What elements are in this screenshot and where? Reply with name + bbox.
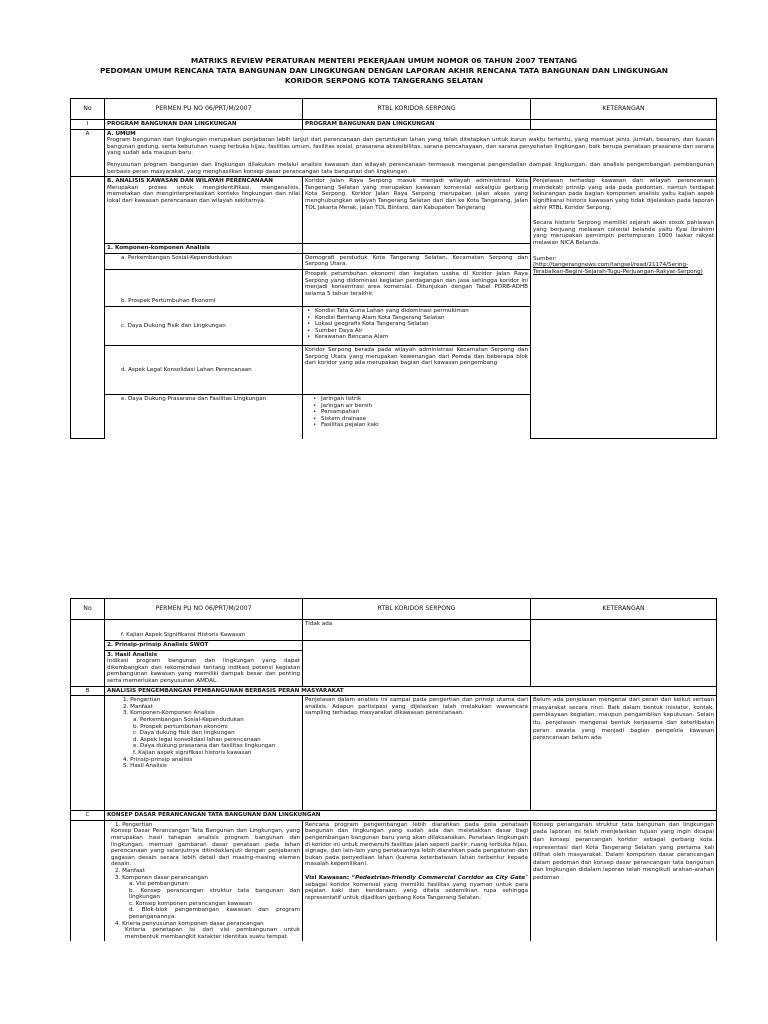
visi-rest: ” sebagai koridor komersial yang memiliki fasilitas yang nyaman untuk para pejalan kaki dan kendaraan, yang ditata sedemikian rupa sehingga representatif untuk dijadikan gerbang Kota Tangerang Selatan. bbox=[305, 874, 528, 901]
komponen-b-rtbl: Prospek petumbuhan ekonomi dan kegiatan usaha di Koridor Jalan Raya Serpong yang didominasi kegiatan perdagangan dan jasa sehingga koridor ini menjadi konsentrasi area komersial. Ditunjukan dengan Tabel PDRB-ADHB selama 5 tahun terakhir. bbox=[303, 269, 531, 306]
table-row bbox=[71, 620, 717, 641]
komponen-e: e. Daya Dukung Prasarana dan Fasilitas Lingkungan bbox=[105, 394, 303, 439]
hasil-analisis-text: Indikasi program bangunan dan lingkungan yang dapat dikembangkan dan rekomendasi tentang indikasi potensi kegiatan pembangunan kawasan yang memiliki dampak besar dan penting serta memerlukan penyusunan AMDAL. bbox=[107, 658, 300, 684]
keterangan-source-label: Sumber: bbox=[533, 255, 557, 262]
list-item: • Sistem drainase bbox=[311, 416, 528, 423]
document-title-line-2: PEDOMAN UMUM RENCANA TATA BANGUNAN DAN LINGKUNGAN DENGAN LAPORAN AKHIR RENCANA TATA BANGUNAN DAN LINGKUNGAN bbox=[100, 66, 668, 75]
list-item: a. Visi pembangunan bbox=[129, 881, 189, 888]
list-item: f. Kajian aspek signifikasi historis kawasan bbox=[133, 749, 252, 756]
list-item: • Lokasi geografis Kota Tangerang Selatan bbox=[305, 321, 528, 328]
visi-label: Visi Kawasan: “ bbox=[305, 874, 356, 881]
keterangan-paragraph-2: Secara historis Serpong memiliki sejarah akan sosok pahlawan yang berjuang melawan colonial belanda yaitu Kyai Ibrahimi yang merupakan pemimpin pertempuran 1000 laskar rakyat melawan NICA Belanda. bbox=[533, 220, 714, 246]
analisis-kawasan-heading: B. ANALISIS KAWASAN DAN WILAYAH PERENCANAAN bbox=[107, 178, 273, 185]
keterangan-paragraph-1: Penjelasan terhadap kawasan dan wilayah perencanaan mendekati prinsip yang ada pada pedoman, namun terdapat kekurangan pada bagian komponen analisis yaitu kajian aspek signifikansi historis kawasan yang tidak dijelaskan pada laporan akhir RTBL Koridor Serpong. bbox=[533, 178, 714, 211]
visi-kawasan bbox=[305, 875, 528, 901]
header-rtbl: RTBL KORIDOR SERPONG bbox=[303, 99, 531, 120]
list-item: • Kondisi Tata Guna Lahan yang didominasi permukiman bbox=[305, 308, 528, 315]
table-row bbox=[71, 177, 717, 244]
source-link[interactable]: (http://tangerangnews.com/tangsel/read/21174/Sering-Terabaikan-Begini-Sejarah-Tugu-Perjuangan-Rakyat-Serpong) bbox=[533, 262, 703, 275]
header-keterangan: KETERANGAN bbox=[531, 599, 717, 620]
list-item: 5. Hasil Analisis bbox=[123, 763, 167, 770]
komponen-f: f. Kajian Aspek Signifikansi Historis Kawasan bbox=[105, 620, 303, 641]
list-item: d. Blok-blok pengembangan kawasan dan program penanganannya. bbox=[129, 907, 300, 921]
list-item: 1. Pengertian bbox=[115, 821, 153, 828]
list-item: • Kondisi Bentang Alam Kota Tangerang Selatan bbox=[305, 315, 528, 322]
komponen-c-rtbl bbox=[303, 306, 531, 345]
list-item: 3. Komponen dasar perancangan bbox=[115, 874, 208, 881]
document-title-line-1: MATRIKS REVIEW PERATURAN MENTERI PEKERJAAN UMUM NOMOR 06 TAHUN 2007 TENTANG bbox=[190, 56, 578, 65]
list-item: • Jaringan listrik bbox=[311, 396, 528, 403]
table-row bbox=[71, 120, 717, 130]
row-number: A bbox=[71, 129, 105, 177]
list-item: 2. Manfaat bbox=[123, 703, 153, 710]
komponen-b: b. Prospek Pertumbuhan Ekonomi bbox=[105, 269, 303, 306]
keterangan-cell bbox=[531, 177, 717, 439]
list-item: • Persampahan bbox=[311, 409, 528, 416]
peran-masyarakat-keterangan: Belum ada penjelasan mengenai dari peran dan keikut sertaan masyarakat secara rinci. Baik dalam bentuk inisiator, kontak, pembiayaan kegiatan, maupun pengambilan keputusan. Selain itu, penjelasan mengenai bentuk kerjasama dan keterlibatan peran swasta yang menjadi bagian pengelola kawasan perencanaan belum ada. bbox=[531, 696, 717, 811]
list-item: c. Konsep komponen perancangan kawasan bbox=[129, 900, 252, 907]
header-no: No bbox=[71, 99, 105, 120]
komponen-a: a. Perkembangan Sosial-Kependudukan bbox=[105, 253, 303, 269]
section-title: ANALISIS PENGEMBANGAN PEMBANGUNAN BERBASIS PERAN MASYARAKAT bbox=[105, 686, 717, 696]
umum-paragraph-2: Penyusunan program bangunan dan lingkungan dilakukan melalui analisis kawasan dan wilayah perencanaan termasuk mengenai pengendalian dampak lingkungan, dan analisis pengembangan pembangunan berbasis peran masyarakat, yang menghasilkan konsep dasar perancangan tata bangunan dan lingkungan. bbox=[107, 161, 714, 175]
list-item: 3. Komponen-Komponen Analisis bbox=[123, 710, 215, 717]
list-item: d. Aspek legal konsolidasi lahan perencanaan bbox=[133, 736, 261, 743]
table-row bbox=[71, 811, 717, 821]
konsep-dasar-keterangan: Konsep penanganan struktur tata bangunan dan lingkungan pada laporan ini telah menjelaskan tujuan yang ingin dicapai dari konsep perancangan koridor sebagai gerbang kota. representasi dari Kota Tangerang Selatan yang pertama kali dilihat oleh masyarakat. Dalam komponen dasar perancangan dalam pedoman dan konsep dasar perancangan tata bangunan dan lingkungan didalam laporan telah mengikuti arahan-arahan pedoman . bbox=[531, 820, 717, 941]
visi-quote: Pedestrian-friendly Commercial Corridor as City Gate bbox=[355, 874, 526, 881]
list-item: • Kerawanan Bencana Alam bbox=[305, 334, 528, 341]
header-permen: PERMEN PU NO 06/PRT/M/2007 bbox=[105, 99, 303, 120]
section-title-rtbl: PROGRAM BANGUNAN DAN LINGKUNGAN bbox=[303, 120, 531, 130]
konsep-rtbl-text: Rencana program pengembangan lebih diarahkan pada pola penataan bangunan dan lingkungan yang sudah ada dan meletakkan dasar bagi pengembangan bangunan baru yang akan dilaksanakan. Penataan lingkungan di koridor ini untuk memenuhi fasilitas jalan seperti parkir, ruang terbuka hijau, signage, dan lain-lain yang penataannya lebih diarahkan pada pengaturan dan bukan pada penyediaan lahan (karena keterbatasan lahan terbentur kepada masalah kepemilikan). bbox=[305, 821, 528, 868]
konsep-dasar-list bbox=[105, 820, 303, 941]
list-item: b. Prospek pertumbuhan ekonomi bbox=[133, 723, 228, 730]
table-row bbox=[71, 129, 717, 177]
list-item: 1. Pengertian bbox=[123, 697, 161, 704]
komponen-a-rtbl: Demografi penduduk Kota Tangerang Selatan, Kecamatan Serpong dan Serpong Utara. bbox=[303, 253, 531, 269]
hasil-analisis-heading: 3. Hasil Analisis bbox=[107, 651, 158, 658]
umum-paragraph-1: Program bangunan dan lingkungan merupakan penjabaran lebih lanjut dari perencanaan dan peruntukan lahan yang telah ditetapkan untuk kurun waktu tertentu, yang memuat jenis, jumlah, besaran, dan luasan bangunan gedung, serta kebutuhan ruang terbuka hijau, fasilitas umum, fasilitas sosial, prasarana aksesibilitas, sarana pencahayaan, dan sarana penyehatan lingkungan, baik berupa penataan prasarana dan sarana yang sudah ada maupun baru. bbox=[107, 137, 714, 157]
kriteria-text: Kriteria penetapan isi dari visi pembangunan untuk membentuk membangkit karakter identitas suatu tempat. bbox=[125, 927, 300, 940]
table-header-row bbox=[71, 99, 717, 120]
peran-masyarakat-rtbl: Penjelasan dalam analisis ini sampai pada pengertian dan prinsip utama dari analisis. Adapun partisipasi yang dijelaskan ialah melakukan wawancara sampling terhadap masyarakat dikawasan perencanaan. bbox=[303, 696, 531, 811]
komponen-d-rtbl: Koridor Serpong berada pada wilayah administrasi Kecamatan Serpong dan Serpong Utara yang merupakan kewenangan dari Pemda dan beberapa blok dari koridor yang ada merupakan bagian dari kawasan pengembang bbox=[303, 345, 531, 394]
analisis-kawasan-rtbl: Koridor Jalan Raya Serpong masuk menjadi wilayah administrasi Kota Tangerang Selatan yang merupakan kawasan komersial sekaligus gerbang Kota Serpong. Koridor Jalan Raya Serpong merupakan jalan akses yang menghubungkan wilayah Tangerang Selatan dari dan ke Kota Tangerang, Jalan TOL Jakarta Merak, jalan TOL Bintaro, dan Kabupaten Tangerang bbox=[303, 177, 531, 244]
umum-heading: A. UMUM bbox=[107, 130, 136, 137]
header-keterangan: KETERANGAN bbox=[531, 99, 717, 120]
list-item: 4. Krieria penyusunan komponen dasar perancangan bbox=[115, 920, 264, 927]
konsep-dasar-rtbl bbox=[303, 820, 531, 941]
table-header-row bbox=[71, 599, 717, 620]
komponen-f-rtbl: Tidak ada bbox=[303, 620, 531, 641]
table-row bbox=[71, 686, 717, 696]
header-rtbl: RTBL KORIDOR SERPONG bbox=[303, 599, 531, 620]
table-row bbox=[71, 696, 717, 811]
review-table-2 bbox=[70, 598, 717, 941]
header-no: No bbox=[71, 599, 105, 620]
analisis-kawasan-text: Merupakan proses untuk mengidentifikasi, menganalisis, memetakan dan menginterpretasikan konteks lingkungan dan nilai lokal dari kawasan perencanaan dan wilayah sekitarnya. bbox=[107, 184, 300, 204]
swot-heading: 2. Prinsip-prinsip Analisis SWOT bbox=[105, 641, 303, 651]
list-item: c. Daya dukung fisik dan lingkungan bbox=[133, 730, 235, 737]
list-item: a. Perkembangan Sosial-Kependudukan bbox=[133, 716, 244, 723]
section-title: KONSEP DASAR PERANCANGAN TATA BANGUNAN DAN LINGKUNGAN bbox=[105, 811, 717, 821]
document-title-line-3: KORIDOR SERPONG KOTA TANGERANG SELATAN bbox=[284, 76, 484, 85]
hasil-analisis-cell bbox=[105, 650, 303, 686]
komponen-d: d. Aspek Legal Konsolidasi Lahan Perencanaan bbox=[105, 345, 303, 394]
list-item: • Sumber Daya Air bbox=[305, 328, 528, 335]
table-row bbox=[71, 820, 717, 941]
komponen-c: c. Daya Dukung Fisik dan Lingkungan bbox=[105, 306, 303, 345]
list-item: • Jaringan air bersih bbox=[311, 403, 528, 410]
list-item: 2. Manfaat bbox=[115, 867, 145, 874]
list-item: 4. Prinsip-prinsip analisis bbox=[123, 756, 193, 763]
header-permen: PERMEN PU NO 06/PRT/M/2007 bbox=[105, 599, 303, 620]
review-table-1 bbox=[70, 98, 717, 439]
peran-masyarakat-list bbox=[105, 696, 303, 811]
list-item: b. Konsep perancangan struktur tata bangunan dan lingkungan bbox=[129, 887, 300, 901]
row-number: C bbox=[71, 811, 105, 821]
umum-cell bbox=[105, 129, 717, 177]
komponen-e-rtbl bbox=[303, 394, 531, 439]
komponen-heading: 1. Komponen-komponen Analisis bbox=[105, 244, 303, 254]
list-item: • Fasilitas pejalan kaki bbox=[311, 422, 528, 429]
row-number: B bbox=[71, 686, 105, 696]
section-title: PROGRAM BANGUNAN DAN LINGKUNGAN bbox=[105, 120, 303, 130]
row-number: I bbox=[71, 120, 105, 130]
konsep-pengertian-text: Konsep Dasar Perancangan Tata Bangunan dan Lingkungan, yang merupakan hasil tahapan analisis program bangunan dan lingkungan, memuat gambaran dasar penataan pada lahan perencanaan yang selanjutnya ditindaklanjuti dengan penjabaran gagasan desain secara lebih detail dari masing-masing elemen desain. bbox=[111, 828, 300, 868]
analisis-kawasan-cell bbox=[105, 177, 303, 244]
list-item: e. Daya dukung prasarana dan fasilitas lingkungan bbox=[133, 743, 276, 750]
